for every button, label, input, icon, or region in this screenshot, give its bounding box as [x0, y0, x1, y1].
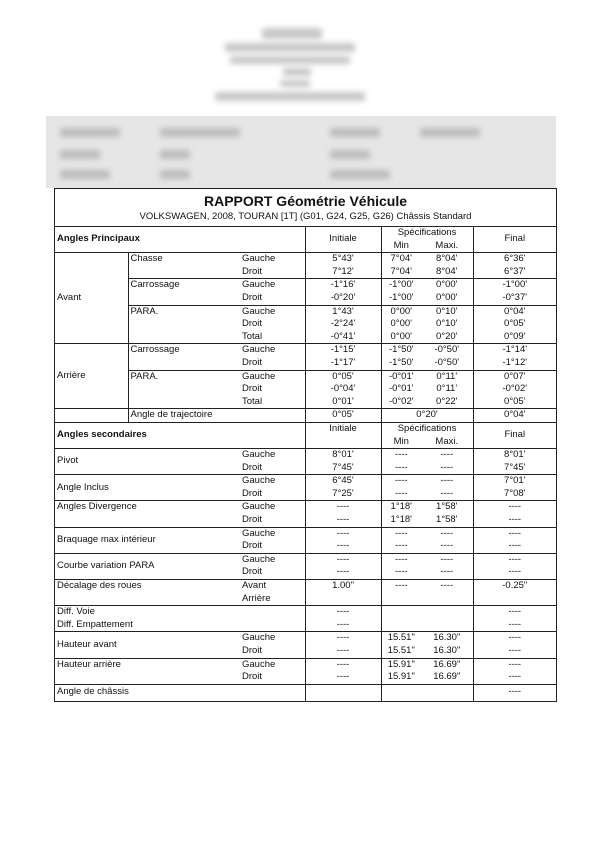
value-max: -0°50' [434, 356, 460, 368]
value-final: -1°00' [473, 279, 556, 292]
value-min: ---- [381, 553, 421, 566]
redacted-line [160, 150, 190, 159]
value-max: 16.30" [433, 632, 461, 644]
value-final: 0°05' [473, 318, 556, 331]
value-min: 7°04' [381, 266, 421, 279]
side-label: Gauche [242, 449, 276, 461]
section-title-principal: Angles Principaux [57, 233, 140, 245]
row-label: Courbe variation PARA [57, 560, 155, 572]
table-row [55, 409, 556, 423]
value-min: 7°04' [381, 253, 421, 266]
value-min: -0°01' [381, 383, 421, 396]
col-min: Min [381, 436, 421, 449]
value-initial: ---- [305, 645, 381, 658]
row-label: Angle Inclus [57, 481, 109, 493]
value-final: -1°14' [473, 344, 556, 357]
value-final: ---- [473, 684, 556, 701]
value-min: ---- [381, 449, 421, 462]
side-label: Droit [242, 318, 263, 330]
value-final: 6°36' [473, 253, 556, 266]
redacted-line [283, 68, 311, 76]
table-row [55, 305, 556, 318]
table-row [55, 344, 556, 357]
table-row [55, 658, 556, 671]
value-min: ---- [381, 566, 421, 579]
value-initial: -1°16' [305, 279, 381, 292]
value-initial: -2°24' [305, 318, 381, 331]
side-label: Total [242, 395, 263, 407]
value-initial: ---- [305, 566, 381, 579]
value-max: ---- [440, 449, 454, 461]
value-max: 0°00' [436, 291, 458, 303]
redacted-line [60, 150, 100, 159]
value-min: 15.51" [381, 632, 421, 645]
value-max: ---- [440, 566, 454, 578]
redacted-line [262, 28, 322, 39]
value-final: ---- [473, 566, 556, 579]
value-initial [305, 684, 381, 701]
value-initial: -0°41' [305, 331, 381, 344]
value-max: 0°11' [421, 370, 473, 383]
value-min: ---- [381, 527, 421, 540]
value-final: ---- [473, 606, 556, 619]
redacted-line [160, 128, 240, 137]
value-final [473, 593, 556, 606]
value-min: -1°00' [381, 292, 421, 305]
value-final: -1°12' [473, 357, 556, 370]
value-max: 8°04' [436, 265, 458, 277]
value-initial: 0°05' [305, 370, 381, 383]
principal-header-row [55, 227, 556, 240]
value-final: ---- [473, 658, 556, 671]
value-initial: 7°25' [305, 488, 381, 501]
row-label: Angles Divergence [57, 501, 137, 513]
table-row [55, 501, 556, 514]
value-final: 7°45' [473, 462, 556, 475]
side-label: Gauche [240, 279, 305, 292]
table-row [55, 553, 556, 566]
row-label: Carrossage [128, 344, 240, 370]
value-min [381, 593, 421, 606]
side-label: Gauche [240, 305, 305, 318]
redacted-info-band [46, 116, 556, 188]
value-max: ---- [440, 461, 454, 473]
value-max: 16.30" [433, 645, 461, 656]
table-row [55, 253, 556, 266]
value-max: 0°10' [436, 318, 458, 330]
col-initial: Initiale [305, 227, 381, 253]
value-min: 15.51" [381, 645, 421, 658]
side-label: Droit [242, 540, 263, 552]
value-min: 1°18' [381, 514, 421, 527]
row-label: Hauteur avant [57, 638, 117, 650]
value-final: 0°04' [473, 409, 556, 423]
group-front: Avant [57, 291, 82, 303]
redacted-line [60, 170, 110, 179]
value-min: -0°02' [381, 396, 421, 409]
side-label: Droit [242, 383, 263, 395]
value-max: 16.69" [433, 658, 461, 670]
value-max: ---- [440, 475, 454, 487]
side-label: Droit [242, 514, 263, 526]
value-initial: 5°43' [305, 253, 381, 266]
redacted-line [330, 170, 390, 179]
value-final: ---- [473, 632, 556, 645]
side-label: Gauche [242, 475, 276, 487]
value-max: 0°11' [436, 383, 458, 395]
geometry-report [54, 188, 557, 702]
value-initial: 0°01' [305, 396, 381, 409]
value-final: ---- [473, 501, 556, 514]
value-final: -0°37' [473, 292, 556, 305]
value-max: ---- [440, 540, 454, 552]
value-final: 0°05' [473, 396, 556, 409]
value-max: ---- [440, 553, 454, 565]
col-specs: Spécifications [381, 422, 473, 435]
value-max: 0°22' [436, 395, 458, 407]
value-final: ---- [473, 527, 556, 540]
value-max: 1°58' [436, 514, 458, 526]
value-max: 0°20' [436, 330, 458, 342]
row-label: Braquage max intérieur [57, 533, 156, 545]
row-label: PARA. [128, 370, 240, 409]
redacted-line [215, 92, 365, 101]
value-final: 0°07' [473, 370, 556, 383]
value-final: 7°01' [473, 475, 556, 488]
value-initial: -0°20' [305, 292, 381, 305]
row-label: Angle de châssis [57, 686, 129, 698]
row-label: Hauteur arrière [57, 658, 121, 670]
table-row [55, 632, 556, 645]
value-final: 0°04' [473, 305, 556, 318]
row-label: Décalage des roues [57, 580, 142, 592]
value-min: ---- [381, 540, 421, 553]
side-label: Gauche [242, 658, 276, 670]
value-initial: ---- [305, 553, 381, 566]
redacted-line [230, 56, 350, 64]
value-final: 0°09' [473, 331, 556, 344]
value-min: -1°50' [381, 344, 421, 357]
redacted-line [280, 80, 310, 87]
row-label: Carrossage [128, 279, 240, 305]
value-initial: 1.00" [305, 580, 381, 593]
value-min: -0°01' [381, 370, 421, 383]
value-initial: 7°12' [305, 266, 381, 279]
side-label: Gauche [242, 253, 276, 265]
side-label: Gauche [240, 370, 305, 383]
side-label: Arrière [242, 592, 271, 604]
value-initial: ---- [305, 658, 381, 671]
side-label: Gauche [242, 553, 276, 565]
vehicle-description: VOLKSWAGEN, 2008, TOURAN [1T] (G01, G24, G25, G26) Châssis Standard [55, 211, 556, 227]
value-final: ---- [473, 645, 556, 658]
value-final: ---- [473, 514, 556, 527]
row-label: PARA. [128, 305, 240, 344]
row-label: Chasse [128, 253, 240, 279]
table-row [55, 449, 556, 462]
side-label: Droit [242, 566, 263, 578]
row-label: Pivot [57, 455, 79, 467]
report-title: RAPPORT Géométrie Véhicule [203, 193, 408, 209]
value-final: ---- [473, 540, 556, 553]
value-initial: -1°17' [305, 357, 381, 370]
value-initial: -1°15' [305, 344, 381, 357]
value-min: ---- [381, 462, 421, 475]
table-row [55, 606, 556, 619]
redacted-line [420, 128, 480, 137]
side-label: Droit [242, 645, 263, 656]
table-row [55, 370, 556, 383]
value-min: 0°00' [381, 305, 421, 318]
row-label: Angle de trajectoire [128, 409, 305, 423]
value-final: ---- [473, 671, 556, 684]
value-initial: 1°43' [305, 305, 381, 318]
section-title-secondary: Angles secondaires [57, 429, 147, 441]
side-label: Droit [242, 671, 263, 683]
value-initial: 7°45' [305, 462, 381, 475]
value-final: ---- [473, 619, 556, 632]
value-initial: ---- [305, 619, 381, 632]
value-min: -1°50' [381, 357, 421, 370]
value-min: 1°18' [381, 501, 421, 514]
value-initial: 6°45' [305, 475, 381, 488]
side-label: Droit [242, 356, 263, 368]
col-min: Min [381, 240, 421, 253]
value-max: 8°04' [436, 253, 458, 265]
value-initial: ---- [305, 527, 381, 540]
value-max: ---- [440, 487, 454, 499]
value-min: 15.91" [381, 671, 421, 684]
table-row [55, 684, 556, 701]
value-min: 0°00' [381, 318, 421, 331]
value-initial: 8°01' [305, 449, 381, 462]
value-min: 15.91" [381, 658, 421, 671]
secondary-header-row [55, 422, 556, 435]
value-final: -0°02' [473, 383, 556, 396]
redacted-line [225, 43, 355, 52]
side-label: Total [242, 330, 263, 342]
value-max: 1°58' [436, 501, 458, 513]
value-initial: -0°04' [305, 383, 381, 396]
row-label: Diff. Empattement [57, 618, 133, 630]
side-label: Droit [242, 487, 263, 499]
value-final: ---- [473, 553, 556, 566]
col-initial: Initiale [305, 422, 381, 448]
value-max: ---- [440, 580, 454, 592]
value-max [421, 593, 473, 606]
value-initial: ---- [305, 606, 381, 619]
value-final: 6°37' [473, 266, 556, 279]
side-label: Droit [242, 461, 263, 473]
redacted-line [60, 128, 120, 137]
value-initial [305, 593, 381, 606]
value-max: 0°10' [421, 305, 473, 318]
group-rear: Arrière [57, 370, 86, 382]
value-max: 16.69" [433, 671, 461, 683]
col-final: Final [473, 227, 556, 253]
table-row [55, 580, 556, 593]
side-label: Droit [242, 265, 263, 277]
side-label: Gauche [242, 501, 276, 513]
col-final: Final [473, 422, 556, 448]
redacted-line [330, 128, 380, 137]
value-initial: ---- [305, 671, 381, 684]
value-initial: ---- [305, 632, 381, 645]
value-final: 8°01' [473, 449, 556, 462]
value-min: ---- [381, 580, 421, 593]
value-max: 0°00' [421, 279, 473, 292]
value-final: 7°08' [473, 488, 556, 501]
value-final: -0.25" [473, 580, 556, 593]
side-label: Droit [242, 291, 263, 303]
table-row [55, 619, 556, 632]
redacted-line [160, 170, 190, 179]
value-initial: 0°05' [305, 409, 381, 423]
value-min: 0°00' [381, 331, 421, 344]
side-label: Gauche [242, 632, 276, 644]
side-label: Gauche [242, 344, 276, 356]
value-max: -0°50' [434, 344, 460, 356]
value-initial: ---- [305, 501, 381, 514]
value-min: ---- [381, 488, 421, 501]
value-initial: ---- [305, 540, 381, 553]
side-label: Avant [242, 580, 267, 592]
measurements-table [55, 227, 556, 701]
redacted-line [330, 150, 370, 159]
value-initial: ---- [305, 514, 381, 527]
value-min: -1°00' [381, 279, 421, 292]
side-label: Gauche [242, 527, 276, 539]
value-max: ---- [440, 527, 454, 539]
col-max: Maxi. [435, 239, 459, 251]
table-row [55, 475, 556, 488]
col-specs: Spécifications [381, 227, 473, 240]
table-row [55, 279, 556, 292]
value-min: ---- [381, 475, 421, 488]
value-spec: 0°20' [381, 409, 473, 423]
table-row [55, 527, 556, 540]
row-label: Diff. Voie [57, 606, 95, 618]
col-max: Maxi. [435, 435, 459, 447]
